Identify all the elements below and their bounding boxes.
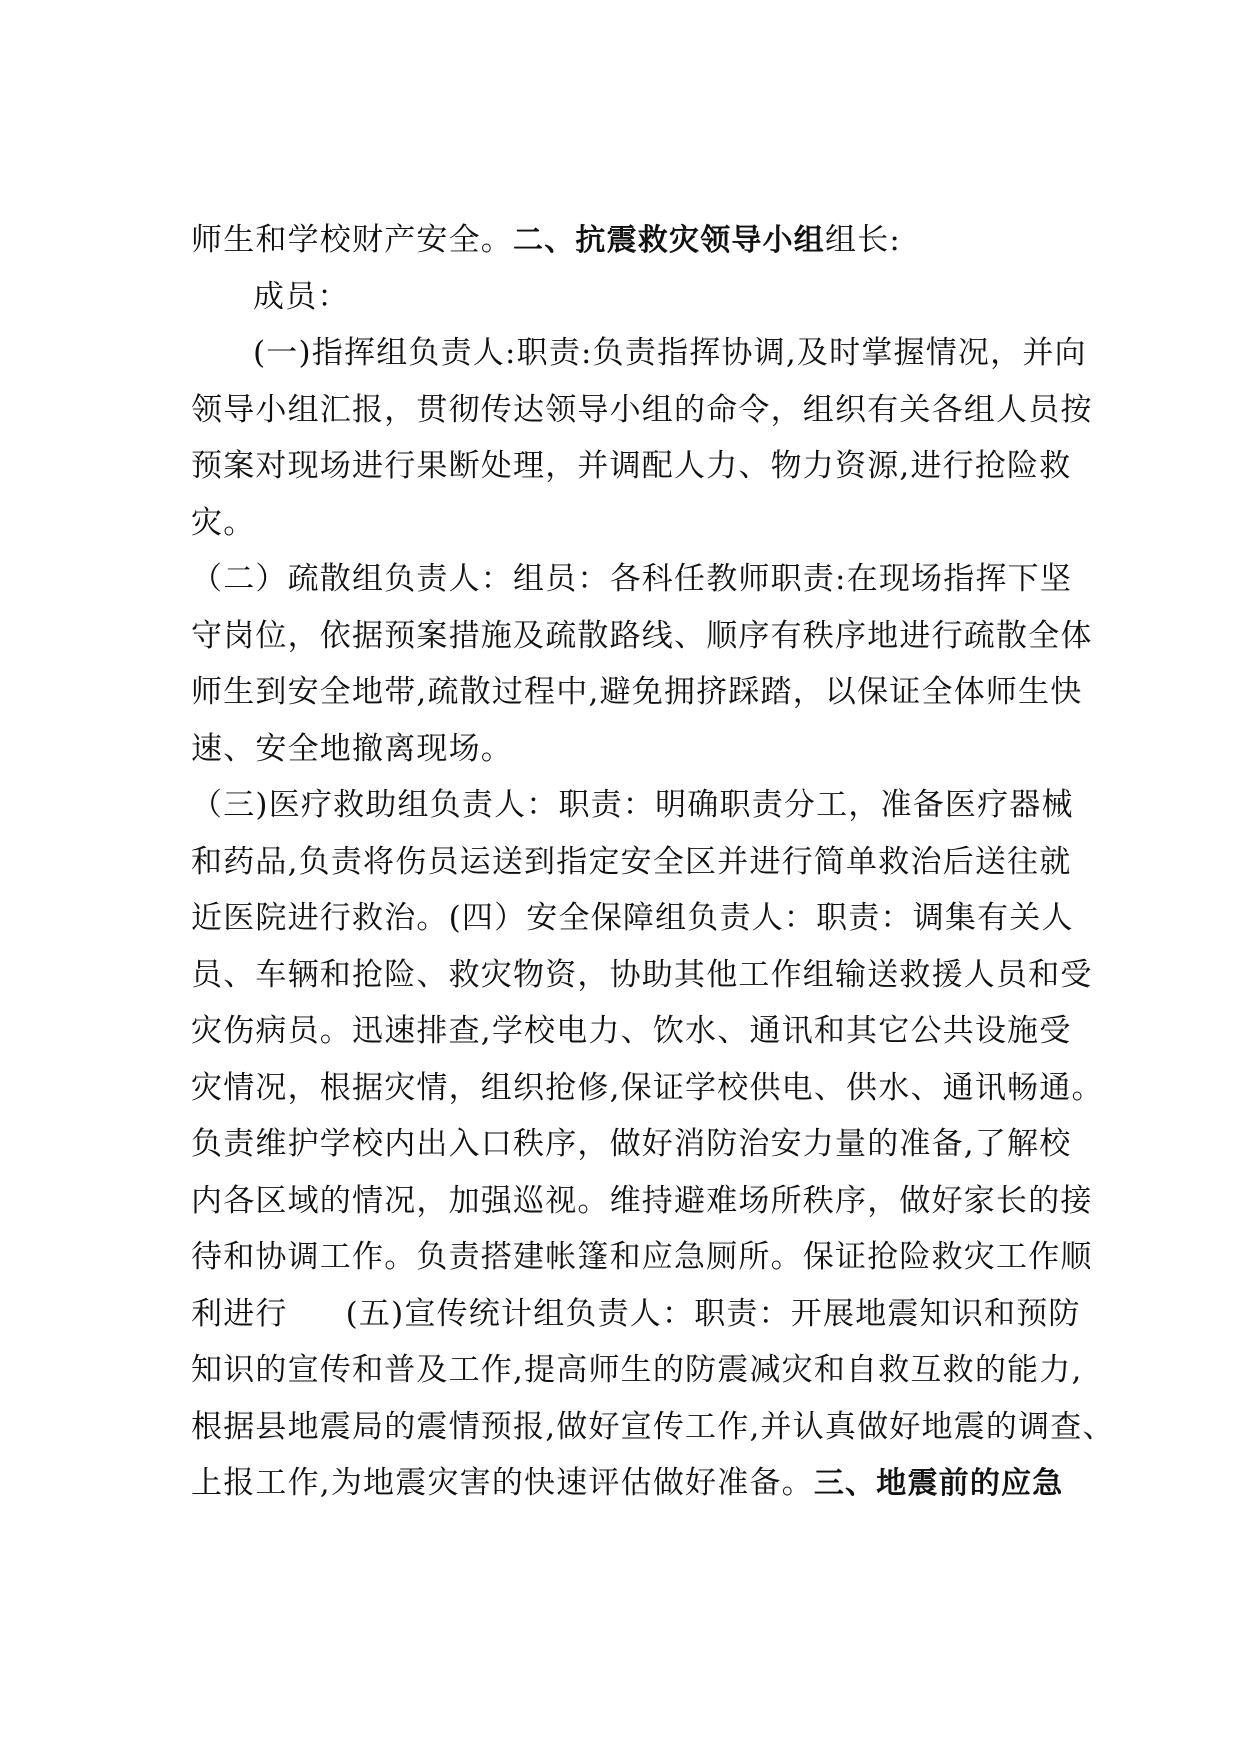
text-run: 预案对现场进行果断处理，并调配人力、物力资源,进行抢险救: [191, 448, 1072, 484]
text-line: [191, 1229, 1121, 1286]
text-line: [191, 495, 1121, 552]
text-line: [191, 1173, 1121, 1230]
section-heading: 三、地震前的应急: [813, 1466, 1064, 1501]
text-run: (五)宣传统计组负责人：职责：开展地震知识和预防: [345, 1295, 1081, 1332]
text-run: 上报工作,为地震灾害的快速评估做好准备。: [191, 1465, 814, 1501]
text-line: [191, 608, 1121, 665]
text-line: [191, 1455, 1121, 1512]
text-line: [191, 947, 1121, 1004]
section-heading: 二、抗震救灾领导小组: [513, 223, 825, 258]
text-run: （二）疏散组负责人：组员：各科任教师职责:在现场指挥下坚: [191, 561, 1073, 597]
text-line: [191, 1399, 1121, 1456]
text-run: 利进行: [191, 1295, 288, 1332]
text-line: [191, 1003, 1121, 1060]
text-run: 和药品,负责将伤员运送到指定安全区并进行简单救治后送往就: [191, 843, 1072, 880]
text-run: 灾。: [191, 504, 256, 541]
text-run: （三)医疗救助组负责人：职责：明确职责分工，准备医疗器械: [191, 787, 1074, 823]
text-line: [191, 1060, 1121, 1117]
text-run: 知识的宣传和普及工作,提高师生的防震减灾和自救互救的能力,: [191, 1352, 1083, 1388]
text-run: 内各区域的情况，加强巡视。维持避难场所秩序，做好家长的接: [191, 1182, 1093, 1219]
text-run: 师生和学校财产安全。: [191, 222, 513, 258]
text-run: 根据县地震局的震情预报,做好宣传工作,并认真做好地震的调查、: [191, 1408, 1115, 1445]
text-run: 领导小组汇报，贯彻传达领导小组的命令，组织有关各组人员按: [191, 391, 1093, 428]
text-run: 待和协调工作。负责搭建帐篷和应急厕所。保证抢险救灾工作顺: [191, 1239, 1093, 1275]
text-run: 组长:: [825, 222, 902, 258]
text-line: [191, 664, 1121, 721]
text-line: [191, 551, 1121, 608]
text-run: 成员：: [253, 278, 350, 315]
text-line: [191, 382, 1121, 439]
text-line: [191, 438, 1121, 495]
text-run: 速、安全地撤离现场。: [191, 730, 513, 767]
text-run: 守岗位，依据预案措施及疏散路线、顺序有秩序地进行疏散全体: [191, 617, 1093, 654]
text-run: 负责维护学校内出入口秩序，做好消防治安力量的准备,了解校: [191, 1126, 1072, 1162]
document-body: [191, 212, 1121, 1512]
text-line: [191, 834, 1121, 891]
text-run: 灾情况，根据灾情，组织抢修,保证学校供电、供水、通讯畅通。: [191, 1069, 1104, 1106]
text-line: [191, 212, 1121, 269]
text-line: [191, 721, 1121, 778]
text-run: (一)指挥组负责人:职责:负责指挥协调,及时掌握情况，并向: [253, 335, 1087, 371]
text-line: [191, 890, 1121, 947]
text-run: 员、车辆和抢险、救灾物资，协助其他工作组输送救援人员和受: [191, 956, 1093, 993]
text-line: [191, 1342, 1121, 1399]
text-line: [191, 325, 1121, 382]
text-run: 灾伤病员。迅速排查,学校电力、饮水、通讯和其它公共设施受: [191, 1013, 1072, 1049]
text-run: 师生到安全地带,疏散过程中,避免拥挤踩踏，以保证全体师生快: [191, 674, 1083, 710]
text-line: [191, 269, 1121, 326]
text-line: [191, 1116, 1121, 1173]
text-line: [191, 777, 1121, 834]
text-run: 近医院进行救治。(四）安全保障组负责人：职责：调集有关人: [191, 900, 1074, 936]
text-line: [191, 1286, 1121, 1343]
